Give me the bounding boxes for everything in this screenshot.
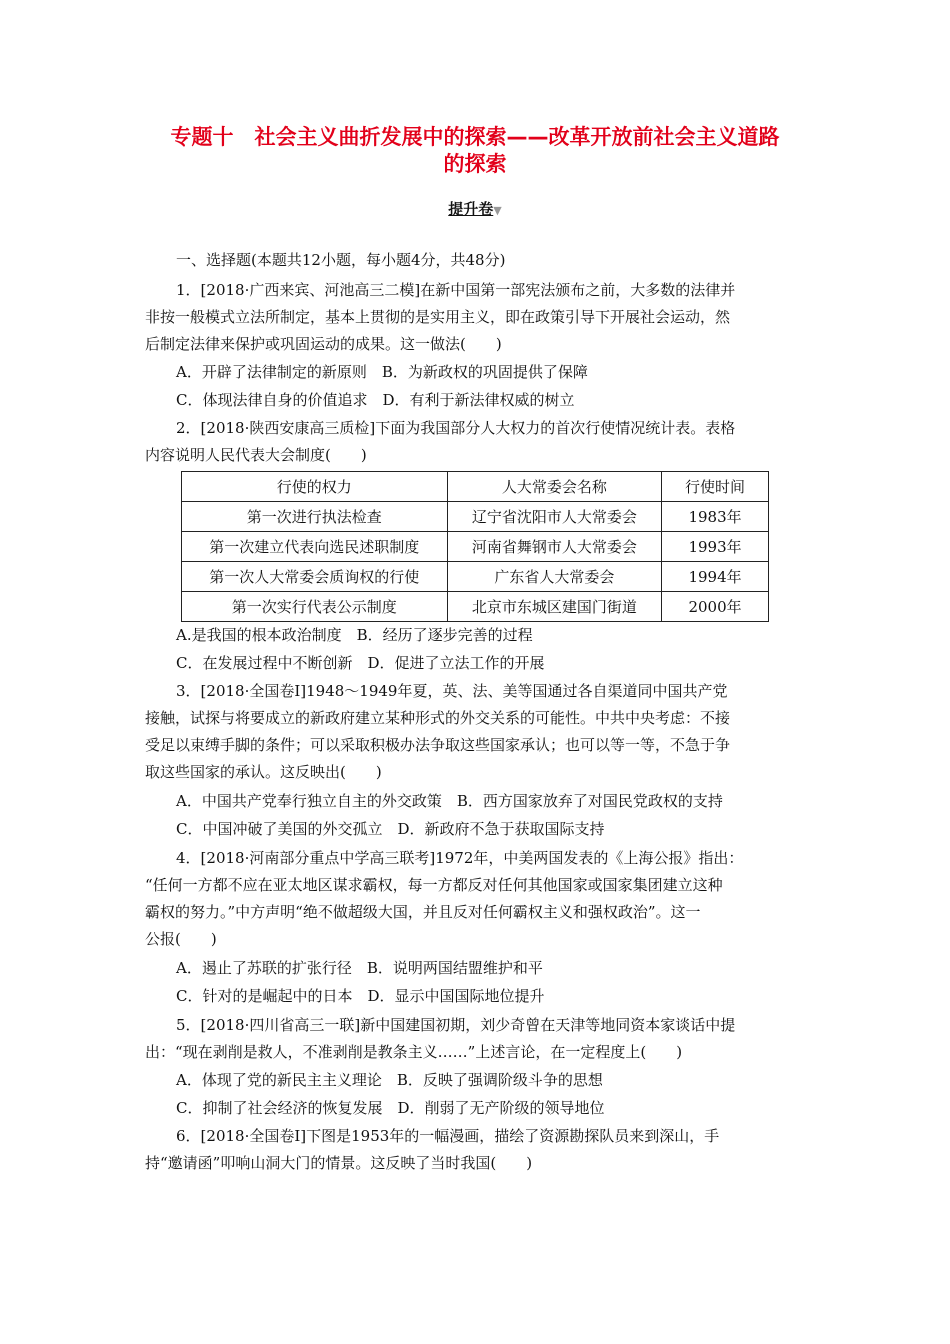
table-cell: 2000年: [662, 592, 769, 622]
q3-line: 3．[2018·全国卷Ⅰ]1948～1949年夏，英、法、美等国通过各自渠道同中国共产党: [176, 682, 728, 700]
q2-option: C．在发展过程中不断创新 D．促进了立法工作的开展: [176, 654, 545, 672]
q4-line: 4．[2018·河南部分重点中学高三联考]1972年，中美两国发表的《上海公报》指出：: [176, 849, 744, 867]
q4-option: A．遏止了苏联的扩张行径 B．说明两国结盟维护和平: [176, 959, 543, 977]
q4-line: 公报( ): [145, 930, 217, 948]
q4-line: 霸权的努力。”中方声明“绝不做超级大国，并且反对任何霸权主义和强权政治”。这一: [145, 903, 701, 921]
table-cell: 北京市东城区建国门街道: [447, 592, 662, 622]
table-header-cell: 人大常委会名称: [447, 472, 662, 502]
table-row: [182, 532, 769, 562]
table-cell: 第一次实行代表公示制度: [182, 592, 448, 622]
q1-option: C．体现法律自身的价值追求 D．有利于新法律权威的树立: [176, 391, 575, 409]
table-cell: 1983年: [662, 502, 769, 532]
table-cell: 第一次建立代表向选民述职制度: [182, 532, 448, 562]
table-cell: 广东省人大常委会: [447, 562, 662, 592]
q5-line: 出：“现在剥削是救人，不准剥削是教条主义……”上述言论，在一定程度上( ): [145, 1043, 683, 1061]
table-cell: 辽宁省沈阳市人大常委会: [447, 502, 662, 532]
page-title-line-1: 专题十 社会主义曲折发展中的探索——改革开放前社会主义道路: [170, 125, 780, 149]
q6-line: 6．[2018·全国卷Ⅰ]下图是1953年的一幅漫画，描绘了资源勘探队员来到深山，手: [176, 1127, 720, 1145]
table-row: [182, 502, 769, 532]
page-title-line-2: 的探索: [443, 152, 507, 176]
subtitle: [0, 198, 950, 219]
q5-option: A．体现了党的新民主主义理论 B．反映了强调阶级斗争的思想: [176, 1071, 603, 1089]
q2-line: 内容说明人民代表大会制度( ): [145, 446, 367, 464]
table-cell: 1993年: [662, 532, 769, 562]
q6-line: 持“邀请函”叩响山洞大门的情景。这反映了当时我国( ): [145, 1154, 533, 1172]
q5-option: C．抑制了社会经济的恢复发展 D．削弱了无产阶级的领导地位: [176, 1099, 605, 1117]
statistics-table: [181, 471, 769, 622]
q3-line: 取这些国家的承认。这反映出( ): [145, 763, 382, 781]
q3-line: 接触，试探与将要成立的新政府建立某种形式的外交关系的可能性。中共中央考虑：不接: [145, 709, 731, 727]
q3-line: 受足以束缚手脚的条件；可以采取积极办法争取这些国家承认；也可以等一等，不急于争: [145, 736, 731, 754]
q4-option: C．针对的是崛起中的日本 D．显示中国国际地位提升: [176, 987, 545, 1005]
table-row: [182, 562, 769, 592]
q1-line: 后制定法律来保护或巩固运动的成果。这一做法( ): [145, 335, 502, 353]
table-cell: 河南省舞钢市人大常委会: [447, 532, 662, 562]
section-header: 一、选择题(本题共12小题，每小题4分，共48分): [176, 251, 506, 269]
q3-option: A．中国共产党奉行独立自主的外交政策 B．西方国家放弃了对国民党政权的支持: [176, 792, 723, 810]
triangle-icon: ▼: [493, 204, 502, 217]
table-header-cell: 行使的权力: [182, 472, 448, 502]
q1-option: A．开辟了法律制定的新原则 B．为新政权的巩固提供了保障: [176, 363, 588, 381]
q5-line: 5．[2018·四川省高三一联]新中国建国初期，刘少奇曾在天津等地同资本家谈话中提: [176, 1016, 736, 1034]
q4-line: “任何一方都不应在亚太地区谋求霸权，每一方都反对任何其他国家或国家集团建立这种: [145, 876, 723, 894]
table-header-cell: 行使时间: [662, 472, 769, 502]
q2-line: 2．[2018·陕西安康高三质检]下面为我国部分人大权力的首次行使情况统计表。表格: [176, 419, 736, 437]
q3-option: C．中国冲破了美国的外交孤立 D．新政府不急于获取国际支持: [176, 820, 605, 838]
q1-line: 1．[2018·广西来宾、河池高三二模]在新中国第一部宪法颁布之前，大多数的法律并: [176, 281, 736, 299]
table-row: [182, 592, 769, 622]
table-header-row: [182, 472, 769, 502]
table-cell: 第一次人大常委会质询权的行使: [182, 562, 448, 592]
table-cell: 1994年: [662, 562, 769, 592]
q1-line: 非按一般模式立法所制定，基本上贯彻的是实用主义，即在政策引导下开展社会运动，然: [145, 308, 731, 326]
table-cell: 第一次进行执法检查: [182, 502, 448, 532]
q2-option: A.是我国的根本政治制度 B．经历了逐步完善的过程: [176, 626, 533, 644]
subtitle-text: 提升卷: [448, 200, 494, 218]
